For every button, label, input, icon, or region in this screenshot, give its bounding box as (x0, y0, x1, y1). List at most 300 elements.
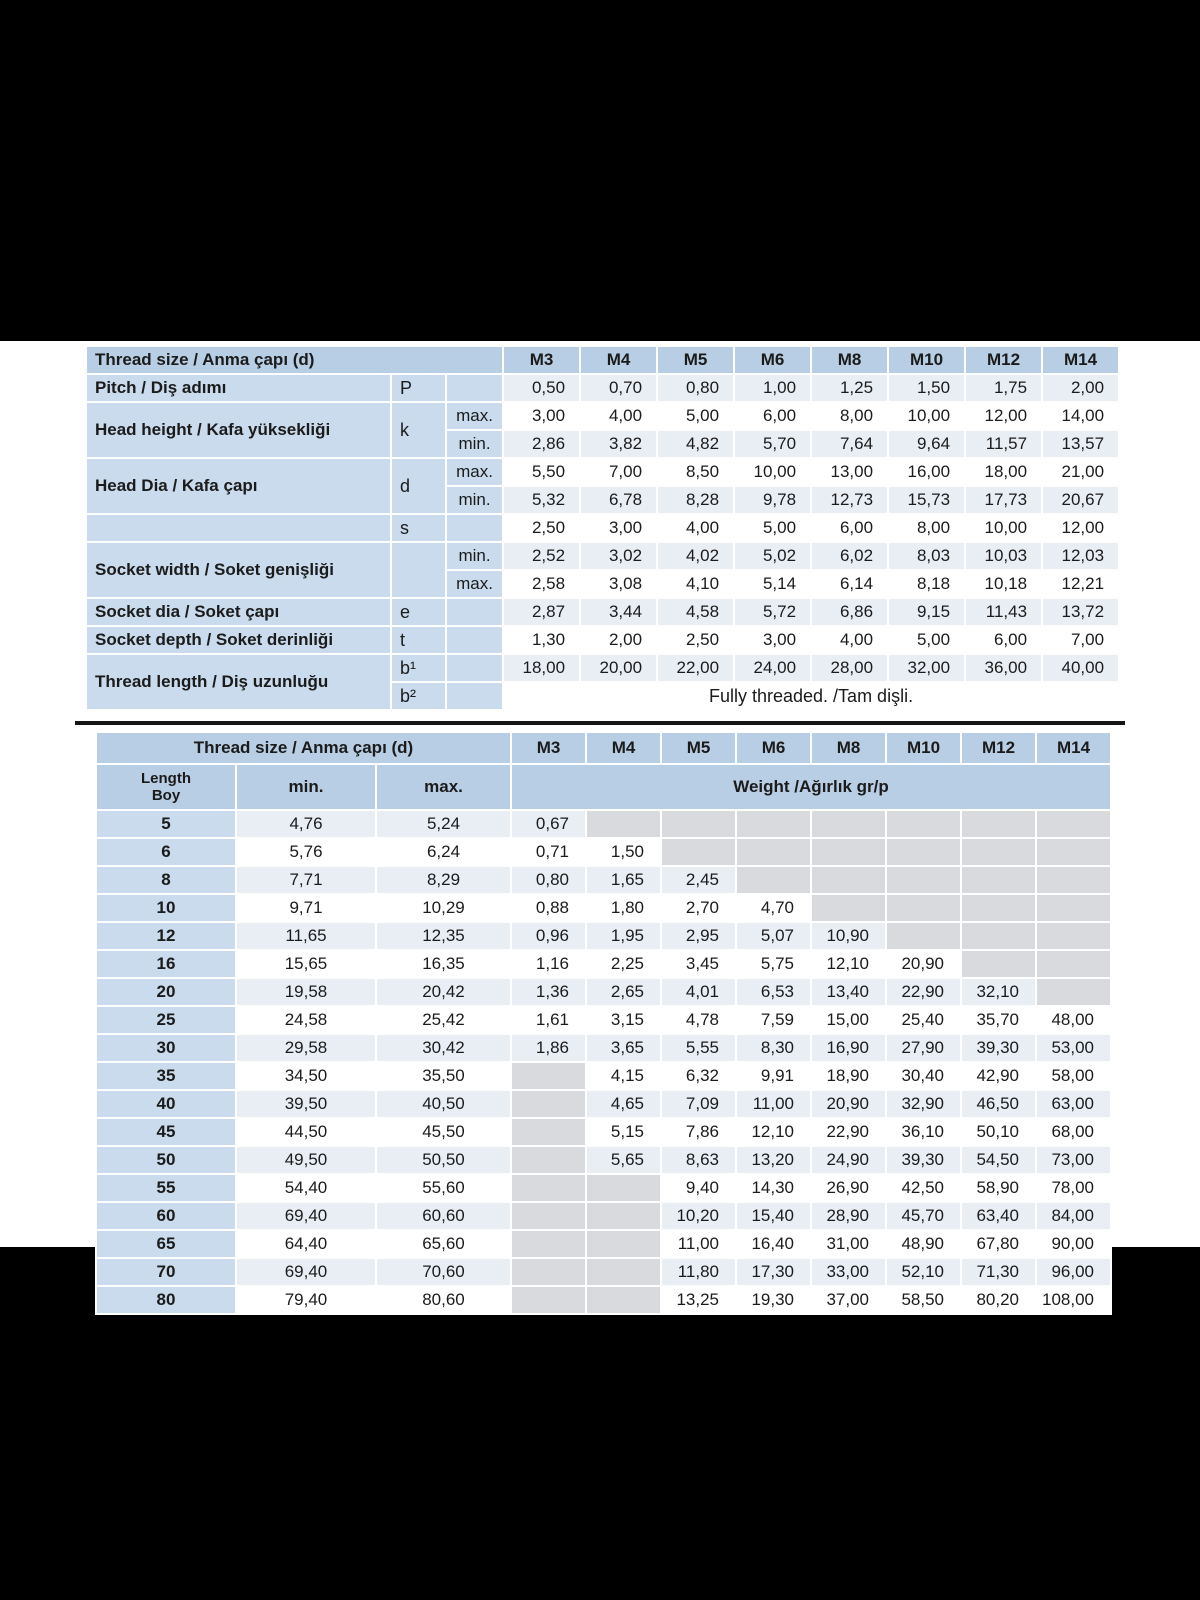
weight-cell: 54,50 (961, 1146, 1036, 1174)
empty-weight-cell (886, 922, 961, 950)
size-column-header: M10 (888, 346, 965, 374)
size-column-header: M6 (736, 732, 811, 764)
dim-value-cell: 6,00 (965, 626, 1042, 654)
weight-cell: 108,00 (1036, 1286, 1111, 1314)
min-length-cell: 49,50 (236, 1146, 376, 1174)
min-length-cell: 34,50 (236, 1062, 376, 1090)
dim-row-label: Socket depth / Soket derinliği (86, 626, 391, 654)
dim-value-cell: 4,02 (657, 542, 734, 570)
weight-cell: 0,96 (511, 922, 586, 950)
weight-cell: 68,00 (1036, 1118, 1111, 1146)
empty-weight-cell (736, 810, 811, 838)
dim-value-cell: 8,28 (657, 486, 734, 514)
weight-cell: 10,20 (661, 1202, 736, 1230)
spec-sheet (0, 341, 1200, 1310)
empty-weight-cell (1036, 922, 1111, 950)
section-divider (75, 721, 1125, 725)
min-length-cell: 79,40 (236, 1286, 376, 1314)
weight-cell: 32,90 (886, 1090, 961, 1118)
size-column-header: M12 (965, 346, 1042, 374)
empty-weight-cell (961, 950, 1036, 978)
dim-table-row (86, 514, 1119, 542)
length-cell: 40 (96, 1090, 236, 1118)
weight-table-header-row (96, 732, 1111, 764)
size-column-header: M4 (580, 346, 657, 374)
weight-table-row (96, 1146, 1111, 1174)
length-cell: 10 (96, 894, 236, 922)
dim-value-cell: 6,02 (811, 542, 888, 570)
dim-value-cell: 7,00 (1042, 626, 1119, 654)
weight-cell: 15,40 (736, 1202, 811, 1230)
dim-value-cell: 4,00 (811, 626, 888, 654)
weight-cell: 2,25 (586, 950, 661, 978)
empty-weight-cell (961, 838, 1036, 866)
dim-value-cell: 9,78 (734, 486, 811, 514)
dim-value-cell: 8,00 (811, 402, 888, 430)
size-column-header: M8 (811, 346, 888, 374)
weight-table-row (96, 1062, 1111, 1090)
weight-cell: 1,86 (511, 1034, 586, 1062)
weight-cell: 1,36 (511, 978, 586, 1006)
weight-cell: 31,00 (811, 1230, 886, 1258)
dim-value-cell: 2,87 (503, 598, 580, 626)
dim-value-cell: 5,00 (888, 626, 965, 654)
weight-cell: 78,00 (1036, 1174, 1111, 1202)
dim-row-label (86, 514, 391, 542)
length-cell: 20 (96, 978, 236, 1006)
max-length-cell: 6,24 (376, 838, 511, 866)
min-length-cell: 19,58 (236, 978, 376, 1006)
dim-row-sublabel: min. (446, 430, 503, 458)
max-length-cell: 25,42 (376, 1006, 511, 1034)
min-length-cell: 5,76 (236, 838, 376, 866)
weight-cell: 11,00 (736, 1090, 811, 1118)
dim-value-cell: 2,86 (503, 430, 580, 458)
weight-cell: 71,30 (961, 1258, 1036, 1286)
empty-weight-cell (961, 866, 1036, 894)
dim-value-cell: 10,18 (965, 570, 1042, 598)
weight-table-row (96, 1258, 1111, 1286)
weight-cell: 35,70 (961, 1006, 1036, 1034)
dim-value-cell: 16,00 (888, 458, 965, 486)
weight-cell: 39,30 (886, 1146, 961, 1174)
weight-cell: 28,90 (811, 1202, 886, 1230)
dim-value-cell: 24,00 (734, 654, 811, 682)
empty-weight-cell (586, 1202, 661, 1230)
dim-value-cell: 6,86 (811, 598, 888, 626)
empty-weight-cell (811, 810, 886, 838)
weight-cell: 17,30 (736, 1258, 811, 1286)
dim-value-cell: 4,00 (580, 402, 657, 430)
dim-value-cell: 10,00 (734, 458, 811, 486)
dim-value-cell: 15,73 (888, 486, 965, 514)
weight-cell: 52,10 (886, 1258, 961, 1286)
dim-value-cell: 4,10 (657, 570, 734, 598)
weight-cell: 58,90 (961, 1174, 1036, 1202)
dim-value-cell: 2,58 (503, 570, 580, 598)
weight-cell: 1,95 (586, 922, 661, 950)
dim-table-row (86, 458, 1119, 486)
weight-cell: 42,90 (961, 1062, 1036, 1090)
dim-row-label: Thread length / Diş uzunluğu (86, 654, 391, 710)
dim-row-sublabel: min. (446, 542, 503, 570)
weight-cell: 0,88 (511, 894, 586, 922)
weight-cell: 5,07 (736, 922, 811, 950)
dim-row-symbol: d (391, 458, 446, 514)
length-column-header (96, 764, 236, 810)
dim-row-sublabel (446, 514, 503, 542)
weight-cell: 16,90 (811, 1034, 886, 1062)
weight-cell: 48,00 (1036, 1006, 1111, 1034)
weight-cell: 58,00 (1036, 1062, 1111, 1090)
min-length-cell: 4,76 (236, 810, 376, 838)
weight-cell: 2,95 (661, 922, 736, 950)
max-length-cell: 35,50 (376, 1062, 511, 1090)
weight-cell: 5,15 (586, 1118, 661, 1146)
weight-table-row (96, 1090, 1111, 1118)
weight-table-row (96, 810, 1111, 838)
weight-cell: 4,78 (661, 1006, 736, 1034)
empty-weight-cell (511, 1258, 586, 1286)
empty-weight-cell (511, 1062, 586, 1090)
max-length-cell: 8,29 (376, 866, 511, 894)
weight-cell: 2,65 (586, 978, 661, 1006)
weight-table-row (96, 1006, 1111, 1034)
dim-row-symbol: b¹ (391, 654, 446, 682)
dim-value-cell: 32,00 (888, 654, 965, 682)
weight-table-row (96, 1034, 1111, 1062)
weight-cell: 3,65 (586, 1034, 661, 1062)
dim-row-symbol (391, 542, 446, 598)
dim-value-cell: 18,00 (965, 458, 1042, 486)
weight-cell: 84,00 (1036, 1202, 1111, 1230)
empty-weight-cell (1036, 838, 1111, 866)
weight-cell: 14,30 (736, 1174, 811, 1202)
dimensions-table (85, 345, 1120, 711)
dim-table-corner-label: Thread size / Anma çapı (d) (86, 346, 503, 374)
length-cell: 30 (96, 1034, 236, 1062)
weight-cell: 73,00 (1036, 1146, 1111, 1174)
dim-value-cell: 13,72 (1042, 598, 1119, 626)
weight-cell: 18,90 (811, 1062, 886, 1090)
empty-weight-cell (511, 1090, 586, 1118)
dim-value-cell: 12,21 (1042, 570, 1119, 598)
dim-value-cell: 14,00 (1042, 402, 1119, 430)
weight-cell: 6,53 (736, 978, 811, 1006)
weight-cell: 8,30 (736, 1034, 811, 1062)
dim-row-symbol: k (391, 402, 446, 458)
length-cell: 35 (96, 1062, 236, 1090)
empty-weight-cell (886, 866, 961, 894)
dim-value-cell: 8,00 (888, 514, 965, 542)
dim-row-label: Socket dia / Soket çapı (86, 598, 391, 626)
weight-cell: 0,67 (511, 810, 586, 838)
dim-value-cell: 12,00 (965, 402, 1042, 430)
length-cell: 70 (96, 1258, 236, 1286)
weight-cell: 48,90 (886, 1230, 961, 1258)
dim-value-cell: 3,00 (580, 514, 657, 542)
dim-value-cell: 6,14 (811, 570, 888, 598)
weight-cell: 27,90 (886, 1034, 961, 1062)
weight-cell: 20,90 (811, 1090, 886, 1118)
max-length-cell: 45,50 (376, 1118, 511, 1146)
dim-value-cell: 12,00 (1042, 514, 1119, 542)
max-length-cell: 55,60 (376, 1174, 511, 1202)
dim-row-sublabel: max. (446, 402, 503, 430)
weight-cell: 36,10 (886, 1118, 961, 1146)
dim-row-sublabel (446, 654, 503, 682)
weight-cell: 6,32 (661, 1062, 736, 1090)
min-length-cell: 9,71 (236, 894, 376, 922)
dim-value-cell: 2,00 (1042, 374, 1119, 402)
size-column-header: M3 (511, 732, 586, 764)
size-column-header: M6 (734, 346, 811, 374)
weight-table-row (96, 922, 1111, 950)
dim-value-cell: 20,00 (580, 654, 657, 682)
length-label-en: Length (141, 769, 191, 787)
length-cell: 5 (96, 810, 236, 838)
dim-value-cell: 10,00 (965, 514, 1042, 542)
length-cell: 60 (96, 1202, 236, 1230)
weight-cell: 32,10 (961, 978, 1036, 1006)
size-column-header: M5 (661, 732, 736, 764)
dim-value-cell: 9,64 (888, 430, 965, 458)
weight-cell: 30,40 (886, 1062, 961, 1090)
length-cell: 65 (96, 1230, 236, 1258)
min-length-cell: 39,50 (236, 1090, 376, 1118)
weight-cell: 0,71 (511, 838, 586, 866)
dim-value-cell: 1,75 (965, 374, 1042, 402)
dim-value-cell: 22,00 (657, 654, 734, 682)
empty-weight-cell (1036, 894, 1111, 922)
max-length-cell: 12,35 (376, 922, 511, 950)
dim-value-cell: 3,08 (580, 570, 657, 598)
length-cell: 45 (96, 1118, 236, 1146)
dim-value-cell: 0,50 (503, 374, 580, 402)
weight-cell: 7,59 (736, 1006, 811, 1034)
dim-value-cell: 21,00 (1042, 458, 1119, 486)
size-column-header: M14 (1036, 732, 1111, 764)
weight-table-corner-label: Thread size / Anma çapı (d) (96, 732, 511, 764)
dim-value-cell: 36,00 (965, 654, 1042, 682)
dim-row-symbol: P (391, 374, 446, 402)
dim-value-cell: 1,25 (811, 374, 888, 402)
weight-cell: 90,00 (1036, 1230, 1111, 1258)
dim-value-cell: 6,78 (580, 486, 657, 514)
dim-value-cell: 5,02 (734, 542, 811, 570)
empty-weight-cell (811, 838, 886, 866)
empty-weight-cell (511, 1286, 586, 1314)
weight-cell: 63,00 (1036, 1090, 1111, 1118)
max-length-cell: 60,60 (376, 1202, 511, 1230)
empty-weight-cell (586, 1230, 661, 1258)
empty-weight-cell (1036, 866, 1111, 894)
length-cell: 25 (96, 1006, 236, 1034)
weight-cell: 4,15 (586, 1062, 661, 1090)
weight-cell: 67,80 (961, 1230, 1036, 1258)
weight-columns-header: Weight /Ağırlık gr/p (511, 764, 1111, 810)
dim-value-cell: 1,50 (888, 374, 965, 402)
empty-weight-cell (511, 1118, 586, 1146)
weight-cell: 26,90 (811, 1174, 886, 1202)
weight-cell: 39,30 (961, 1034, 1036, 1062)
weight-cell: 0,80 (511, 866, 586, 894)
weight-cell: 33,00 (811, 1258, 886, 1286)
weight-cell: 13,25 (661, 1286, 736, 1314)
weight-table (95, 731, 1112, 1315)
weight-cell: 7,86 (661, 1118, 736, 1146)
empty-weight-cell (586, 1174, 661, 1202)
min-length-cell: 69,40 (236, 1202, 376, 1230)
dim-row-label: Socket width / Soket genişliği (86, 542, 391, 598)
weight-cell: 20,90 (886, 950, 961, 978)
weight-cell: 11,80 (661, 1258, 736, 1286)
dim-value-cell: 10,03 (965, 542, 1042, 570)
weight-cell: 24,90 (811, 1146, 886, 1174)
empty-weight-cell (736, 838, 811, 866)
size-column-header: M8 (811, 732, 886, 764)
dim-value-cell: 20,67 (1042, 486, 1119, 514)
dim-value-cell: 0,70 (580, 374, 657, 402)
dim-row-label: Head Dia / Kafa çapı (86, 458, 391, 514)
min-length-cell: 11,65 (236, 922, 376, 950)
dim-value-cell: 5,00 (734, 514, 811, 542)
dim-row-symbol: b² (391, 682, 446, 710)
dim-value-cell: 6,00 (734, 402, 811, 430)
dim-value-cell: 7,64 (811, 430, 888, 458)
dim-value-cell: 3,82 (580, 430, 657, 458)
max-column-header: max. (376, 764, 511, 810)
empty-weight-cell (511, 1174, 586, 1202)
weight-cell: 15,00 (811, 1006, 886, 1034)
weight-cell: 4,70 (736, 894, 811, 922)
empty-weight-cell (886, 894, 961, 922)
dim-table-header-row (86, 346, 1119, 374)
dim-row-sublabel (446, 374, 503, 402)
weight-table-row (96, 1286, 1111, 1314)
weight-table-row (96, 950, 1111, 978)
weight-cell: 1,61 (511, 1006, 586, 1034)
dim-table-row (86, 542, 1119, 570)
weight-cell: 5,65 (586, 1146, 661, 1174)
weight-cell: 1,50 (586, 838, 661, 866)
dim-value-cell: 12,73 (811, 486, 888, 514)
empty-weight-cell (511, 1202, 586, 1230)
size-column-header: M3 (503, 346, 580, 374)
weight-cell: 12,10 (736, 1118, 811, 1146)
dim-value-cell: 3,02 (580, 542, 657, 570)
dim-table-row (86, 654, 1119, 682)
weight-cell: 25,40 (886, 1006, 961, 1034)
weight-cell: 4,65 (586, 1090, 661, 1118)
dim-value-cell: 0,80 (657, 374, 734, 402)
dim-value-cell: 8,50 (657, 458, 734, 486)
dim-value-cell: 28,00 (811, 654, 888, 682)
weight-cell: 37,00 (811, 1286, 886, 1314)
dim-value-cell: 4,58 (657, 598, 734, 626)
size-column-header: M12 (961, 732, 1036, 764)
dim-table-row (86, 374, 1119, 402)
length-cell: 8 (96, 866, 236, 894)
min-length-cell: 54,40 (236, 1174, 376, 1202)
dim-value-cell: 11,57 (965, 430, 1042, 458)
max-length-cell: 70,60 (376, 1258, 511, 1286)
weight-cell: 5,55 (661, 1034, 736, 1062)
weight-cell: 1,80 (586, 894, 661, 922)
min-length-cell: 24,58 (236, 1006, 376, 1034)
empty-weight-cell (511, 1230, 586, 1258)
dim-row-sublabel: min. (446, 486, 503, 514)
max-length-cell: 80,60 (376, 1286, 511, 1314)
dim-row-sublabel (446, 626, 503, 654)
weight-table-row (96, 838, 1111, 866)
dim-value-cell: 18,00 (503, 654, 580, 682)
empty-weight-cell (811, 894, 886, 922)
dim-value-cell: 8,03 (888, 542, 965, 570)
dim-row-sublabel (446, 598, 503, 626)
dim-value-cell: 7,00 (580, 458, 657, 486)
empty-weight-cell (586, 1258, 661, 1286)
weight-cell: 9,40 (661, 1174, 736, 1202)
weight-cell: 2,45 (661, 866, 736, 894)
dim-value-cell: 3,44 (580, 598, 657, 626)
max-length-cell: 50,50 (376, 1146, 511, 1174)
empty-weight-cell (961, 894, 1036, 922)
dim-value-cell: 5,14 (734, 570, 811, 598)
max-length-cell: 16,35 (376, 950, 511, 978)
weight-cell: 11,00 (661, 1230, 736, 1258)
weight-cell: 13,40 (811, 978, 886, 1006)
weight-cell: 10,90 (811, 922, 886, 950)
dim-value-cell: 5,32 (503, 486, 580, 514)
dim-value-cell: 11,43 (965, 598, 1042, 626)
dim-value-cell: 9,15 (888, 598, 965, 626)
weight-cell: 16,40 (736, 1230, 811, 1258)
min-length-cell: 15,65 (236, 950, 376, 978)
weight-table-row (96, 1202, 1111, 1230)
weight-cell: 2,70 (661, 894, 736, 922)
weight-cell: 22,90 (886, 978, 961, 1006)
length-label-tr: Boy (151, 787, 181, 804)
weight-cell: 1,16 (511, 950, 586, 978)
dim-value-cell: 2,50 (503, 514, 580, 542)
weight-cell: 9,91 (736, 1062, 811, 1090)
weight-cell: 63,40 (961, 1202, 1036, 1230)
weight-table-row (96, 1118, 1111, 1146)
empty-weight-cell (1036, 810, 1111, 838)
weight-cell: 8,63 (661, 1146, 736, 1174)
weight-cell: 22,90 (811, 1118, 886, 1146)
min-length-cell: 44,50 (236, 1118, 376, 1146)
dim-value-cell: 6,00 (811, 514, 888, 542)
min-length-cell: 29,58 (236, 1034, 376, 1062)
weight-cell: 3,15 (586, 1006, 661, 1034)
max-length-cell: 20,42 (376, 978, 511, 1006)
dim-table-row (86, 598, 1119, 626)
min-length-cell: 64,40 (236, 1230, 376, 1258)
size-column-header: M5 (657, 346, 734, 374)
weight-cell: 42,50 (886, 1174, 961, 1202)
weight-cell: 80,20 (961, 1286, 1036, 1314)
weight-table-row (96, 1230, 1111, 1258)
dim-value-cell: 3,00 (503, 402, 580, 430)
dim-value-cell: 5,72 (734, 598, 811, 626)
dim-value-cell: 13,00 (811, 458, 888, 486)
max-length-cell: 10,29 (376, 894, 511, 922)
size-column-header: M10 (886, 732, 961, 764)
max-length-cell: 30,42 (376, 1034, 511, 1062)
weight-cell: 19,30 (736, 1286, 811, 1314)
